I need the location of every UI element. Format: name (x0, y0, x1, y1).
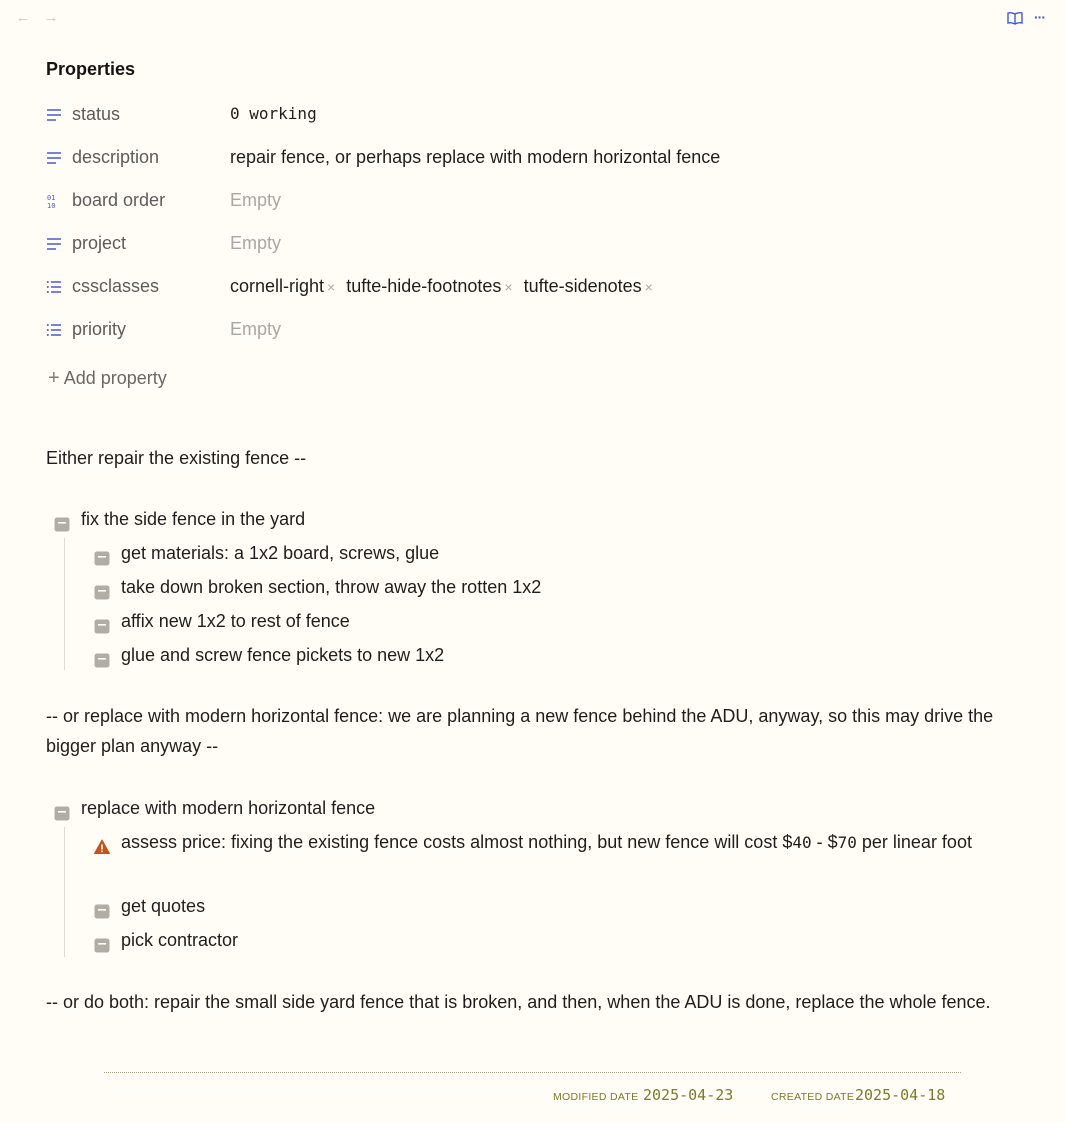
property-key: status (72, 104, 121, 124)
remove-tag-icon[interactable]: × (327, 279, 336, 295)
property-row-status[interactable] (46, 100, 1026, 130)
list-icon (46, 279, 64, 295)
text-lines-icon (46, 150, 64, 166)
arrow-left-icon[interactable]: ← (15, 9, 31, 26)
property-key: description (72, 147, 160, 167)
property-key: cssclasses (72, 276, 160, 296)
calendar-task-icon (54, 511, 70, 527)
property-value[interactable]: Empty (230, 319, 282, 339)
calendar-task-icon (94, 579, 110, 595)
indent-guide (64, 538, 65, 670)
created-date-value: 2025-04-18 (855, 1086, 946, 1104)
svg-text:01: 01 (47, 194, 56, 202)
property-row-board-order[interactable] (46, 186, 1026, 216)
plus-icon: + (48, 367, 60, 389)
calendar-task-icon (94, 545, 110, 561)
title-bar (0, 0, 1065, 36)
property-key: board order (72, 190, 166, 210)
property-row-cssclasses[interactable] (46, 272, 1026, 302)
text-lines-icon (46, 107, 64, 123)
task-warning-text: assess price: fixing the existing fence costs almost nothing, but new fence will cost $40 - $70 per linear foot (121, 832, 972, 852)
property-key: project (72, 233, 127, 253)
warning-icon (94, 834, 110, 850)
property-key: priority (72, 319, 127, 339)
remove-tag-icon[interactable]: × (504, 279, 513, 295)
property-row-priority[interactable] (46, 315, 1026, 345)
created-date-label: CREATED DATE (771, 1091, 855, 1103)
footer-divider (104, 1072, 961, 1073)
paragraph-outro: -- or do both: repair the small side yard fence that is broken, and then, when the ADU is done, replace the whole fence. (46, 992, 991, 1012)
calendar-task-icon (94, 647, 110, 663)
paragraph-middle: -- or replace with modern horizontal fence: we are planning a new fence behind the ADU, anyway, so this may drive the bigger plan anyway -- (46, 706, 994, 756)
tag-chip[interactable]: tufte-sidenotes × (523, 276, 653, 296)
remove-tag-icon[interactable]: × (644, 279, 653, 295)
property-value[interactable]: Empty (230, 233, 282, 253)
property-value[interactable]: repair fence, or perhaps replace with modern horizontal fence (230, 147, 721, 167)
properties-heading: Properties (46, 59, 136, 79)
property-value[interactable]: Empty (230, 190, 282, 210)
calendar-task-icon (94, 898, 110, 914)
calendar-task-icon (54, 800, 70, 816)
more-options-icon[interactable]: ··· (1034, 9, 1045, 25)
property-value[interactable]: 0 working (230, 104, 317, 123)
list-icon (46, 322, 64, 338)
tag-list (230, 276, 659, 297)
modified-date-label: MODIFIED DATE (553, 1091, 639, 1103)
svg-text:10: 10 (47, 202, 56, 209)
paragraph-intro: Either repair the existing fence -- (46, 448, 307, 468)
text-lines-icon (46, 236, 64, 252)
property-row-description[interactable] (46, 143, 1026, 173)
modified-date-value: 2025-04-23 (643, 1086, 734, 1104)
calendar-task-icon (94, 613, 110, 629)
add-property-button[interactable]: + Add property (48, 367, 167, 389)
arrow-right-icon[interactable]: → (43, 9, 59, 26)
tag-chip[interactable]: cornell-right × (230, 276, 336, 296)
calendar-task-icon (94, 932, 110, 948)
tag-chip[interactable]: tufte-hide-footnotes × (346, 276, 513, 296)
number-icon (46, 193, 64, 209)
indent-guide (64, 827, 65, 957)
property-row-project[interactable] (46, 229, 1026, 259)
book-open-icon[interactable] (1006, 9, 1024, 27)
